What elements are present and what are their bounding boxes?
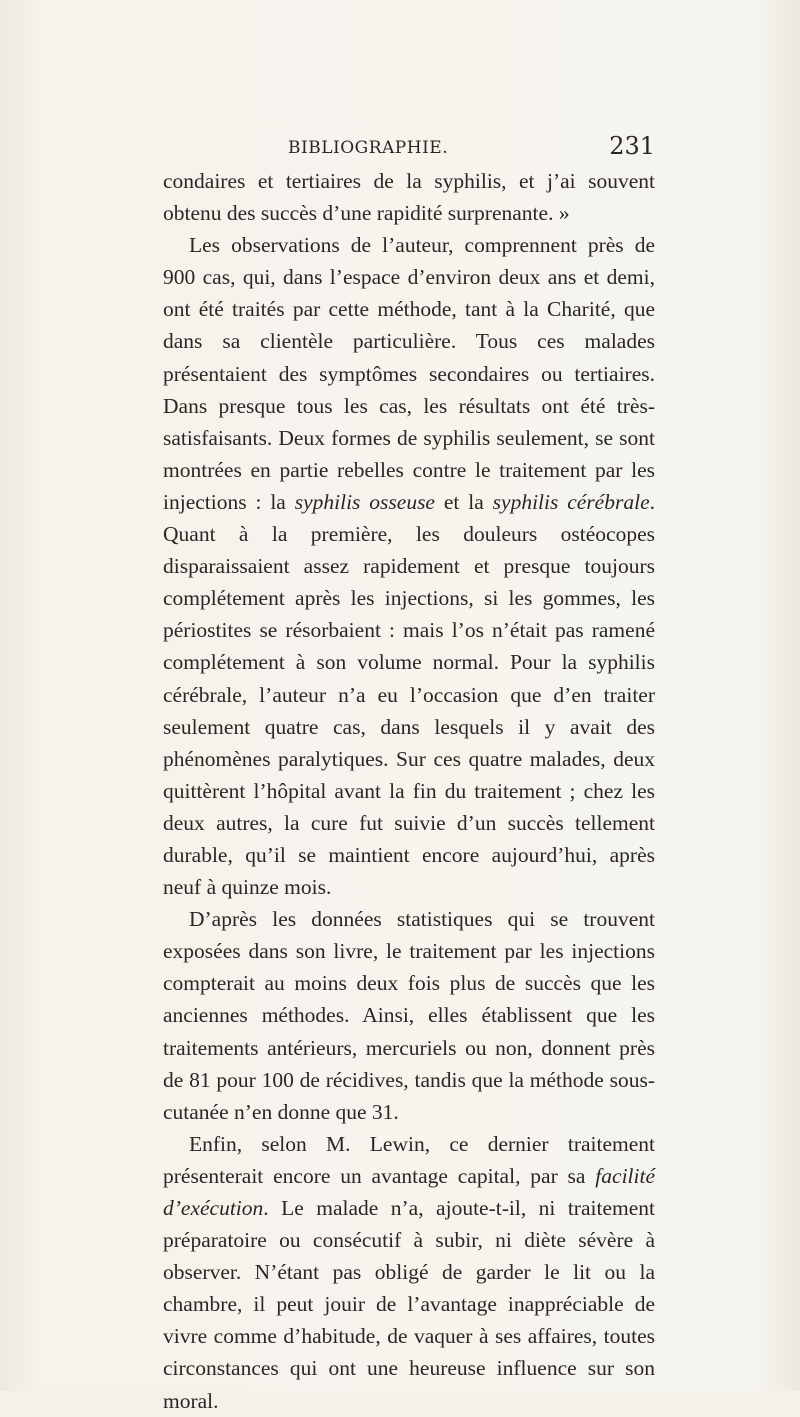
paragraph-2-emphasis-2: syphilis cérébrale <box>492 489 650 514</box>
paragraph-2-emphasis-1: syphilis osseuse <box>294 489 435 514</box>
page-header <box>163 132 655 166</box>
paragraph-4-text-a: Enfin, selon M. Lewin, ce dernier traitement présenterait encore un avantage capital, par sa <box>163 1131 655 1188</box>
paragraph-4-text-b: . Le malade n’a, ajoute-t-il, ni traitement préparatoire ou consécutif à subir, ni diète sévère à observer. N’étant pas obligé de garder le lit ou la chambre, il peut jouir de l’avantage inappréciable de vivre comme d’habitude, de vaquer à ses affaires, toutes circonstances qui ont une heureuse influence sur son moral. <box>163 1196 655 1413</box>
paragraph-1: condaires et tertiaires de la syphilis, et j’ai souvent obtenu des succès d’une rapidité surprenante. » <box>163 169 655 226</box>
paragraph-2-text-c: . Quant à la première, les douleurs ostéocopes disparaissaient assez rapidement et presque toujours complétement après les injections, si les gommes, les périostites se résorbaient : mais l’os n’était pas ramené complétement à son volume normal. Pour la syphilis cérébrale, l’auteur n’a eu l’occasion que d’en traiter seulement quatre cas, dans lesquels il y avait des phénomènes paralytiques. Sur ces quatre malades, deux quittèrent l’hôpital avant la fin du traitement ; chez les deux autres, la cure fut suivie d’un succès tellement durable, qu’il se maintient encore aujourd’hui, après neuf à quinze mois. <box>163 489 655 900</box>
paragraph-3: D’après les données statistiques qui se trouvent exposées dans son livre, le traitement par les injections compterait au moins deux fois plus de succès que les anciennes méthodes. Ainsi, elles établissent que les traitements antérieurs, mercuriels ou non, donnent près de 81 pour 100 de récidives, tandis que la méthode sous-cutanée n’en donne que 31. <box>163 907 655 1124</box>
page-number: 231 <box>609 132 655 160</box>
paragraph-4-emphasis: facilité d’exécution <box>163 1163 655 1220</box>
paragraph-2-text-b: et la <box>434 489 493 514</box>
paragraph-2 <box>163 229 655 903</box>
paragraph-4 <box>163 1128 655 1417</box>
running-title: BIBLIOGRAPHIE. <box>288 138 449 158</box>
paragraph-2-text-a: Les observations de l’auteur, comprennent près de 900 cas, qui, dans l’espace d’environ deux ans et demi, ont été traités par cette méthode, tant à la Charité, que dans sa clientèle particulière. Tous ces malades présentaient des symptômes secondaires ou tertiaires. Dans presque tous les cas, les résultats ont été très-satisfaisants. Deux formes de syphilis seulement, se sont montrées en partie rebelles contre le traitement par les injections : la <box>163 233 655 514</box>
body-text <box>163 165 655 1417</box>
